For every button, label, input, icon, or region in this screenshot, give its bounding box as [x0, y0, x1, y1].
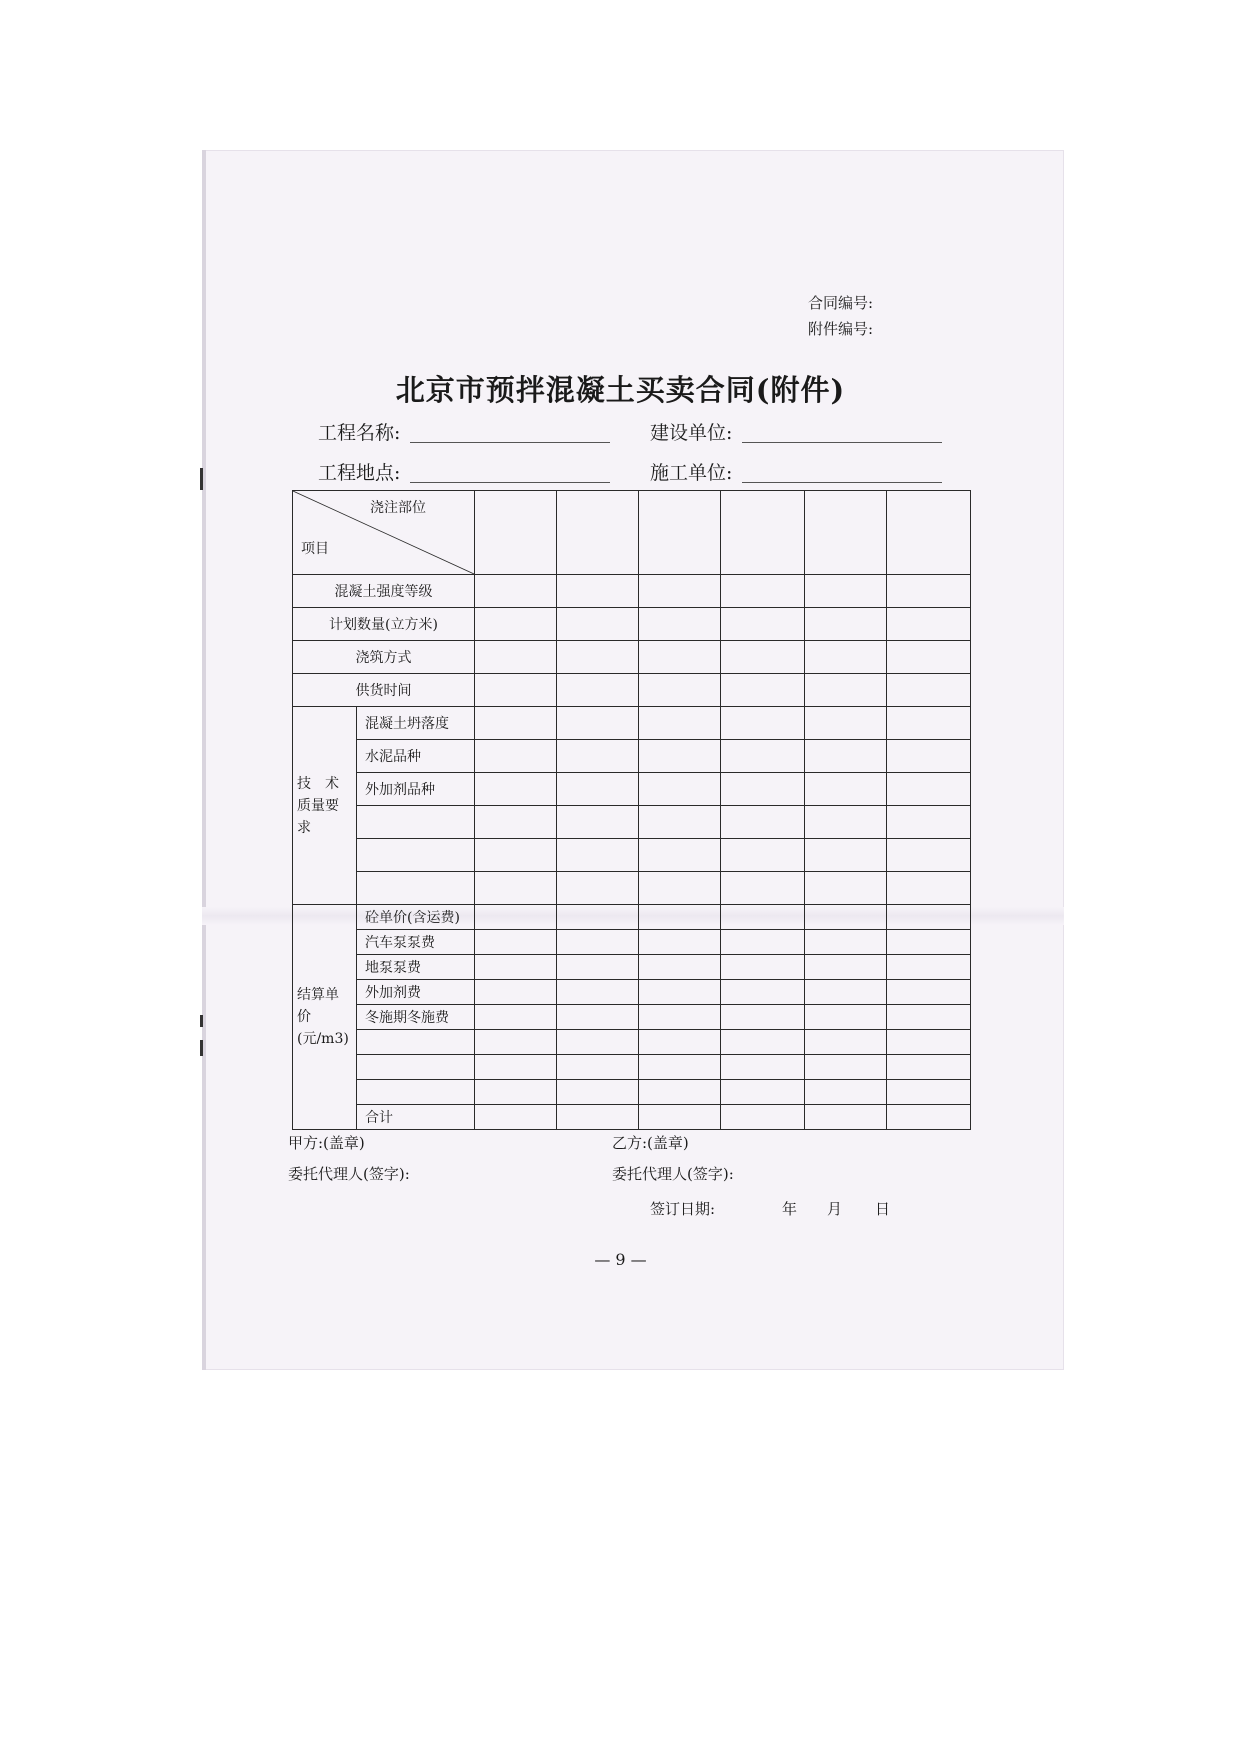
- diagonal-header-cell: [293, 491, 475, 575]
- tech-quality-group-label: [293, 707, 357, 905]
- table-cell[interactable]: [721, 872, 805, 905]
- table-cell[interactable]: [805, 930, 887, 955]
- table-row: [293, 773, 971, 806]
- table-row: [293, 674, 971, 707]
- table-cell[interactable]: [557, 806, 639, 839]
- table-cell[interactable]: [357, 806, 475, 839]
- row-label-winter-construction-fee: 冬施期冬施费: [357, 1005, 475, 1030]
- table-cell[interactable]: [805, 872, 887, 905]
- table-cell[interactable]: [639, 608, 721, 641]
- table-row: [293, 1055, 971, 1080]
- table-cell[interactable]: [475, 608, 557, 641]
- table-cell[interactable]: [721, 641, 805, 674]
- table-row: [293, 575, 971, 608]
- table-cell[interactable]: [557, 839, 639, 872]
- table-cell[interactable]: [805, 1105, 887, 1130]
- item-header: 项目: [301, 541, 329, 557]
- table-cell[interactable]: [557, 905, 639, 930]
- table-cell[interactable]: [805, 955, 887, 980]
- table-cell[interactable]: [475, 905, 557, 930]
- row-label-planned-quantity: 计划数量(立方米): [293, 608, 475, 641]
- project-name-label: 工程名称:: [318, 422, 401, 444]
- table-cell[interactable]: [557, 641, 639, 674]
- table-cell[interactable]: [475, 1105, 557, 1130]
- table-row: [293, 872, 971, 905]
- table-cell[interactable]: [557, 491, 639, 575]
- contractor-line: [742, 482, 942, 483]
- row-label-concrete-unit-price: 砼单价(含运费): [357, 905, 475, 930]
- date-year: 年: [782, 1200, 798, 1218]
- table-row: [293, 707, 971, 740]
- table-cell[interactable]: [357, 1030, 475, 1055]
- table-cell[interactable]: [721, 955, 805, 980]
- binding-mark: [200, 1015, 203, 1027]
- table-cell[interactable]: [639, 980, 721, 1005]
- builder-line: [742, 442, 942, 443]
- table-cell[interactable]: [721, 491, 805, 575]
- table-cell[interactable]: [557, 1030, 639, 1055]
- table-cell[interactable]: [475, 930, 557, 955]
- table-cell[interactable]: [721, 905, 805, 930]
- party-a-agent: 委托代理人(签字):: [288, 1165, 410, 1183]
- table-row: [293, 806, 971, 839]
- table-cell[interactable]: [475, 575, 557, 608]
- table-cell[interactable]: [357, 1055, 475, 1080]
- row-label-cement-type: 水泥品种: [357, 740, 475, 773]
- party-a-seal: 甲方:(盖章): [288, 1134, 365, 1152]
- table-cell[interactable]: [805, 740, 887, 773]
- table-cell[interactable]: [639, 641, 721, 674]
- page-edge: [202, 150, 206, 1370]
- table-cell[interactable]: [557, 707, 639, 740]
- builder-label: 建设单位:: [650, 422, 733, 444]
- contractor-label: 施工单位:: [650, 462, 733, 484]
- table-cell[interactable]: [887, 1080, 971, 1105]
- table-cell[interactable]: [887, 1005, 971, 1030]
- table-cell[interactable]: [805, 980, 887, 1005]
- table-cell[interactable]: [357, 872, 475, 905]
- party-b-agent: 委托代理人(签字):: [612, 1165, 734, 1183]
- table-cell[interactable]: [887, 839, 971, 872]
- table-cell[interactable]: [557, 773, 639, 806]
- table-row: [293, 1005, 971, 1030]
- table-cell[interactable]: [557, 608, 639, 641]
- row-label-strength-grade: 混凝土强度等级: [293, 575, 475, 608]
- table-cell[interactable]: [639, 575, 721, 608]
- settlement-price-group-label: [293, 905, 357, 1130]
- project-name-field[interactable]: [318, 418, 400, 445]
- row-label-total: 合计: [357, 1105, 475, 1130]
- table-cell[interactable]: [557, 1105, 639, 1130]
- row-label-slump: 混凝土坍落度: [357, 707, 475, 740]
- builder-field[interactable]: [650, 418, 732, 445]
- pour-location-header: 浇注部位: [370, 500, 426, 516]
- table-cell[interactable]: [557, 575, 639, 608]
- binding-mark: [200, 468, 203, 490]
- table-cell[interactable]: [557, 1080, 639, 1105]
- table-cell[interactable]: [887, 1055, 971, 1080]
- concrete-spec-table: [292, 490, 971, 1130]
- table-cell[interactable]: [805, 806, 887, 839]
- table-cell[interactable]: [357, 839, 475, 872]
- table-cell[interactable]: [475, 1055, 557, 1080]
- table-cell[interactable]: [557, 1055, 639, 1080]
- table-cell[interactable]: [639, 707, 721, 740]
- row-label-pouring-method: 浇筑方式: [293, 641, 475, 674]
- table-cell[interactable]: [887, 1030, 971, 1055]
- table-cell[interactable]: [475, 491, 557, 575]
- table-cell[interactable]: [639, 491, 721, 575]
- table-cell[interactable]: [557, 740, 639, 773]
- table-cell[interactable]: [887, 955, 971, 980]
- table-cell[interactable]: [805, 905, 887, 930]
- table-cell[interactable]: [805, 608, 887, 641]
- table-cell[interactable]: [639, 905, 721, 930]
- settle-group-line1: 结算单价: [297, 987, 339, 1025]
- table-cell[interactable]: [639, 1080, 721, 1105]
- table-cell[interactable]: [887, 674, 971, 707]
- table-cell[interactable]: [887, 740, 971, 773]
- table-row: [293, 1080, 971, 1105]
- table-cell[interactable]: [475, 1005, 557, 1030]
- table-cell[interactable]: [887, 773, 971, 806]
- table-header-row: [293, 491, 971, 575]
- table-cell[interactable]: [721, 773, 805, 806]
- table-cell[interactable]: [887, 806, 971, 839]
- table-cell[interactable]: [639, 955, 721, 980]
- table-cell[interactable]: [721, 1030, 805, 1055]
- table-cell[interactable]: [805, 641, 887, 674]
- table-cell[interactable]: [721, 839, 805, 872]
- table-cell[interactable]: [475, 955, 557, 980]
- table-cell[interactable]: [557, 872, 639, 905]
- table-cell[interactable]: [721, 1105, 805, 1130]
- table-cell[interactable]: [475, 707, 557, 740]
- table-cell[interactable]: [887, 872, 971, 905]
- tech-group-line2: 质量要求: [297, 797, 339, 836]
- table-cell[interactable]: [475, 674, 557, 707]
- table-row: [293, 905, 971, 930]
- project-location-field[interactable]: [318, 458, 400, 485]
- table-cell[interactable]: [721, 806, 805, 839]
- project-location-label: 工程地点:: [318, 462, 401, 484]
- table-cell[interactable]: [721, 1005, 805, 1030]
- document-title: 北京市预拌混凝土买卖合同(附件): [395, 373, 846, 407]
- table-cell[interactable]: [805, 1080, 887, 1105]
- table-cell[interactable]: [887, 575, 971, 608]
- date-month: 月: [827, 1200, 843, 1218]
- table-cell[interactable]: [639, 773, 721, 806]
- table-cell[interactable]: [639, 806, 721, 839]
- table-row: [293, 1105, 971, 1130]
- table-cell[interactable]: [475, 839, 557, 872]
- table-cell[interactable]: [557, 980, 639, 1005]
- table-cell[interactable]: [639, 839, 721, 872]
- table-cell[interactable]: [475, 773, 557, 806]
- table-cell[interactable]: [357, 1080, 475, 1105]
- table-cell[interactable]: [475, 1030, 557, 1055]
- table-cell[interactable]: [805, 491, 887, 575]
- settle-group-line2: (元/m3): [297, 1031, 349, 1047]
- table-cell[interactable]: [805, 707, 887, 740]
- table-cell[interactable]: [887, 707, 971, 740]
- binding-mark: [200, 1040, 203, 1056]
- table-cell[interactable]: [721, 980, 805, 1005]
- table-cell[interactable]: [805, 773, 887, 806]
- table-cell[interactable]: [639, 930, 721, 955]
- table-cell[interactable]: [721, 707, 805, 740]
- table-cell[interactable]: [887, 980, 971, 1005]
- table-cell[interactable]: [475, 806, 557, 839]
- tech-group-line1: 技 术: [297, 775, 339, 792]
- project-location-line: [410, 482, 610, 483]
- table-row: [293, 1030, 971, 1055]
- contract-number-label: 合同编号:: [808, 294, 874, 312]
- table-cell[interactable]: [721, 740, 805, 773]
- row-label-admixture-type: 外加剂品种: [357, 773, 475, 806]
- table-row: [293, 740, 971, 773]
- table-cell[interactable]: [557, 674, 639, 707]
- date-day: 日: [875, 1200, 891, 1218]
- table-cell[interactable]: [805, 839, 887, 872]
- table-cell[interactable]: [721, 608, 805, 641]
- table-cell[interactable]: [639, 1105, 721, 1130]
- contractor-field[interactable]: [650, 458, 732, 485]
- table-row: [293, 608, 971, 641]
- table-cell[interactable]: [887, 608, 971, 641]
- table-row: [293, 980, 971, 1005]
- table-cell[interactable]: [805, 575, 887, 608]
- row-label-supply-time: 供货时间: [293, 674, 475, 707]
- party-b-seal: 乙方:(盖章): [612, 1134, 689, 1152]
- table-cell[interactable]: [721, 674, 805, 707]
- table-cell[interactable]: [639, 674, 721, 707]
- table-cell[interactable]: [721, 1080, 805, 1105]
- table-cell[interactable]: [805, 1055, 887, 1080]
- table-cell[interactable]: [475, 641, 557, 674]
- table-cell[interactable]: [805, 1005, 887, 1030]
- table-cell[interactable]: [887, 930, 971, 955]
- table-cell[interactable]: [721, 1055, 805, 1080]
- project-name-line: [410, 442, 610, 443]
- attachment-number-label: 附件编号:: [808, 320, 874, 338]
- table-row: [293, 839, 971, 872]
- table-row: [293, 955, 971, 980]
- table-cell[interactable]: [805, 674, 887, 707]
- table-cell[interactable]: [887, 905, 971, 930]
- table-cell[interactable]: [557, 1005, 639, 1030]
- table-cell[interactable]: [475, 980, 557, 1005]
- table-cell[interactable]: [475, 1080, 557, 1105]
- table-cell[interactable]: [887, 641, 971, 674]
- sign-date-label: 签订日期:: [650, 1200, 716, 1218]
- row-label-ground-pump-fee: 地泵泵费: [357, 955, 475, 980]
- table-cell[interactable]: [639, 740, 721, 773]
- table-cell[interactable]: [557, 930, 639, 955]
- table-cell[interactable]: [475, 872, 557, 905]
- table-cell[interactable]: [639, 1005, 721, 1030]
- table-cell[interactable]: [887, 491, 971, 575]
- table-cell[interactable]: [475, 740, 557, 773]
- table-row: [293, 930, 971, 955]
- table-row: [293, 641, 971, 674]
- table-cell[interactable]: [639, 872, 721, 905]
- row-label-truck-pump-fee: 汽车泵泵费: [357, 930, 475, 955]
- row-label-admixture-fee: 外加剂费: [357, 980, 475, 1005]
- table-cell[interactable]: [639, 1055, 721, 1080]
- table-cell[interactable]: [721, 575, 805, 608]
- page-number: — 9 —: [594, 1250, 647, 1269]
- table-cell[interactable]: [721, 930, 805, 955]
- table-cell[interactable]: [805, 1030, 887, 1055]
- table-cell[interactable]: [639, 1030, 721, 1055]
- table-cell[interactable]: [887, 1105, 971, 1130]
- table-cell[interactable]: [557, 955, 639, 980]
